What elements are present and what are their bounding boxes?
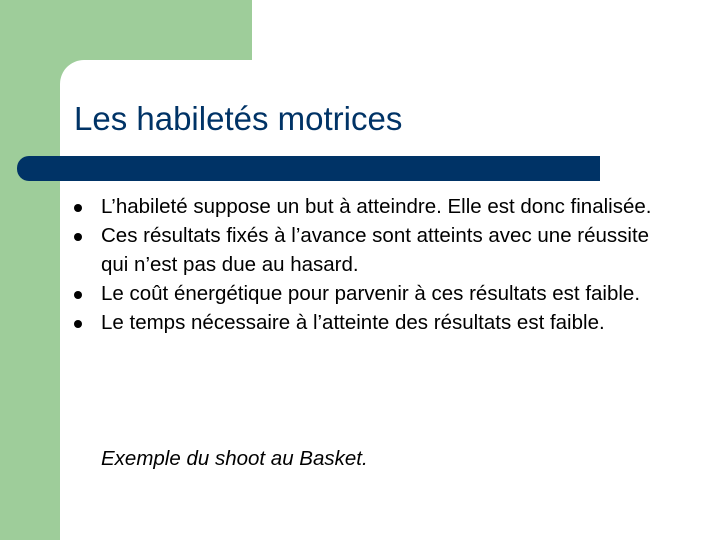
bullet-list: [74, 192, 674, 337]
bullet-item: [74, 221, 674, 279]
bullet-text: Le coût énergétique pour parvenir à ces résultats est faible.: [101, 282, 641, 305]
slide-title: Les habiletés motrices: [74, 100, 403, 137]
bullet-item: [74, 308, 674, 337]
bullet-item: [74, 279, 674, 308]
bullet-dot-icon: [74, 320, 82, 328]
background-green-left: [0, 0, 60, 540]
bullet-dot-icon: [74, 233, 82, 241]
title-underline-bar: [17, 156, 600, 181]
bullet-text: Le temps nécessaire à l’atteinte des résultats est faible.: [101, 311, 605, 334]
bullet-item: [74, 192, 674, 221]
example-text: Exemple du shoot au Basket.: [101, 447, 368, 470]
bullet-text: L’habileté suppose un but à atteindre. Elle est donc finalisée.: [101, 195, 652, 218]
bullet-dot-icon: [74, 204, 82, 212]
bullet-text: Ces résultats fixés à l’avance sont atteints avec une réussite qui n’est pas due au hasard.: [101, 224, 650, 276]
bullet-dot-icon: [74, 291, 82, 299]
